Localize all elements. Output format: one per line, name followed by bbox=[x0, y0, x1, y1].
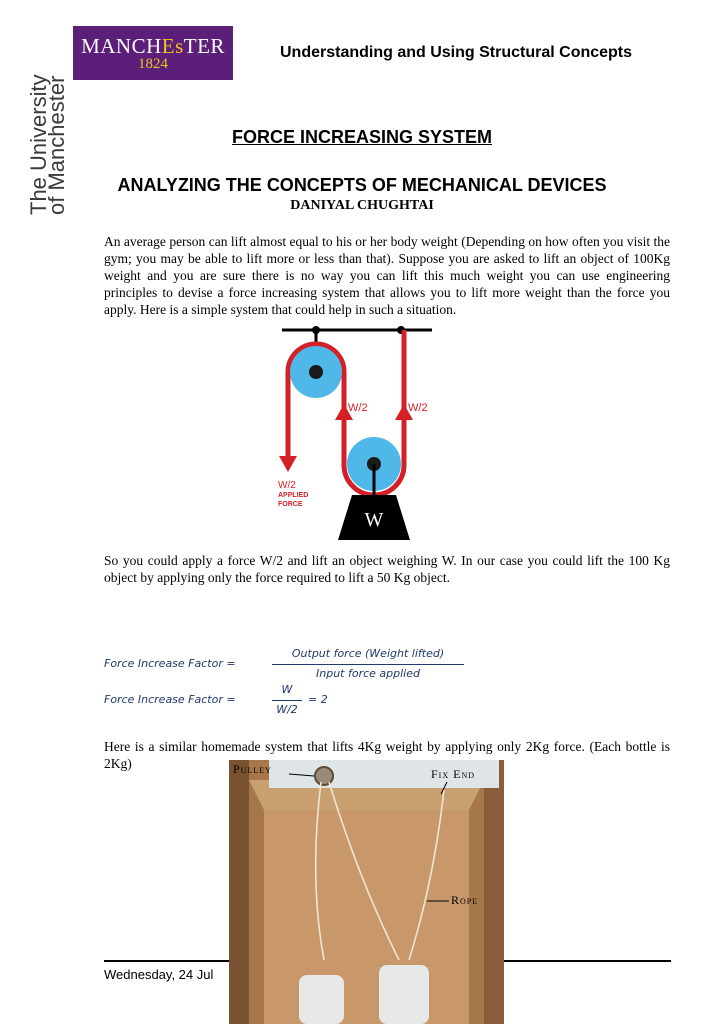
footer-date: Wednesday, 24 Jul bbox=[104, 967, 214, 982]
formula-1-numerator: Output force (Weight lifted) bbox=[291, 647, 445, 660]
header-title: Understanding and Using Structural Concepts bbox=[280, 44, 633, 61]
pulley-wheel bbox=[315, 767, 333, 785]
formula-2-lhs: Force Increase Factor = bbox=[104, 693, 236, 706]
formula-1-fraction-bar bbox=[272, 664, 464, 665]
paragraph-homemade: Here is a similar homemade system that lifts 4Kg weight by applying only 2Kg force. (Each bottle is 2Kg) bbox=[104, 739, 670, 771]
applied-label-line2: FORCE bbox=[278, 501, 303, 508]
document-subtitle: ANALYZING THE CONCEPTS OF MECHANICAL DEVICES bbox=[117, 175, 607, 195]
left-tension-label: W/2 bbox=[348, 402, 368, 414]
document-author: DANIYAL CHUGHTAI bbox=[290, 198, 434, 213]
formula-2-fraction-bar bbox=[272, 700, 302, 701]
formula-2-result: = 2 bbox=[308, 693, 328, 706]
logo-wordmark: MANCHEsTER bbox=[81, 34, 225, 58]
paragraph-explanation: So you could apply a force W/2 and lift an object weighing W. In our case you could lift the 100 Kg object by applying only the force required to lift a 50 Kg object. bbox=[104, 553, 670, 585]
logo-year: 1824 bbox=[138, 56, 168, 72]
vertical-line-1: The University bbox=[26, 74, 51, 215]
bottle-left bbox=[299, 975, 344, 1024]
label-pulley: Pulley bbox=[233, 762, 272, 776]
university-logo bbox=[73, 26, 233, 80]
paragraph-intro: An average person can lift almost equal to his or her body weight (Depending on how often you visit the gym; you may be able to lift more or less than that). Suppose you are asked to lift an object of 100Kg weight and you are sure there is no way you can lift this much weight you can use engineering principles to devise a force increasing system that allows you to lift more weight than the force you apply. Here is a simple system that could help in such a situation. bbox=[104, 234, 670, 317]
formula-1-denominator: Input force applied bbox=[316, 667, 420, 680]
applied-label-line1: APPLIED bbox=[278, 492, 309, 499]
formula-2-denominator: W/2 bbox=[276, 703, 298, 716]
label-rope: Rope bbox=[451, 893, 479, 907]
formula-1-lhs: Force Increase Factor = bbox=[104, 657, 236, 670]
label-fix-end: Fix End bbox=[431, 767, 475, 781]
bottle-right bbox=[379, 965, 429, 1024]
applied-value-label: W/2 bbox=[278, 480, 296, 491]
homemade-pulley-photo bbox=[229, 760, 504, 1024]
document-title: FORCE INCREASING SYSTEM bbox=[231, 127, 493, 147]
fixed-pulley-axle bbox=[309, 365, 323, 379]
photo-illustration bbox=[229, 760, 504, 1024]
support-node bbox=[312, 326, 320, 334]
right-tension-label: W/2 bbox=[408, 402, 428, 414]
formula-2-numerator: W bbox=[281, 683, 293, 696]
weight-label: W bbox=[364, 509, 384, 531]
applied-force-arrow bbox=[279, 456, 297, 472]
vertical-line-2: of Manchester bbox=[44, 75, 69, 215]
pulley-diagram bbox=[270, 320, 440, 545]
